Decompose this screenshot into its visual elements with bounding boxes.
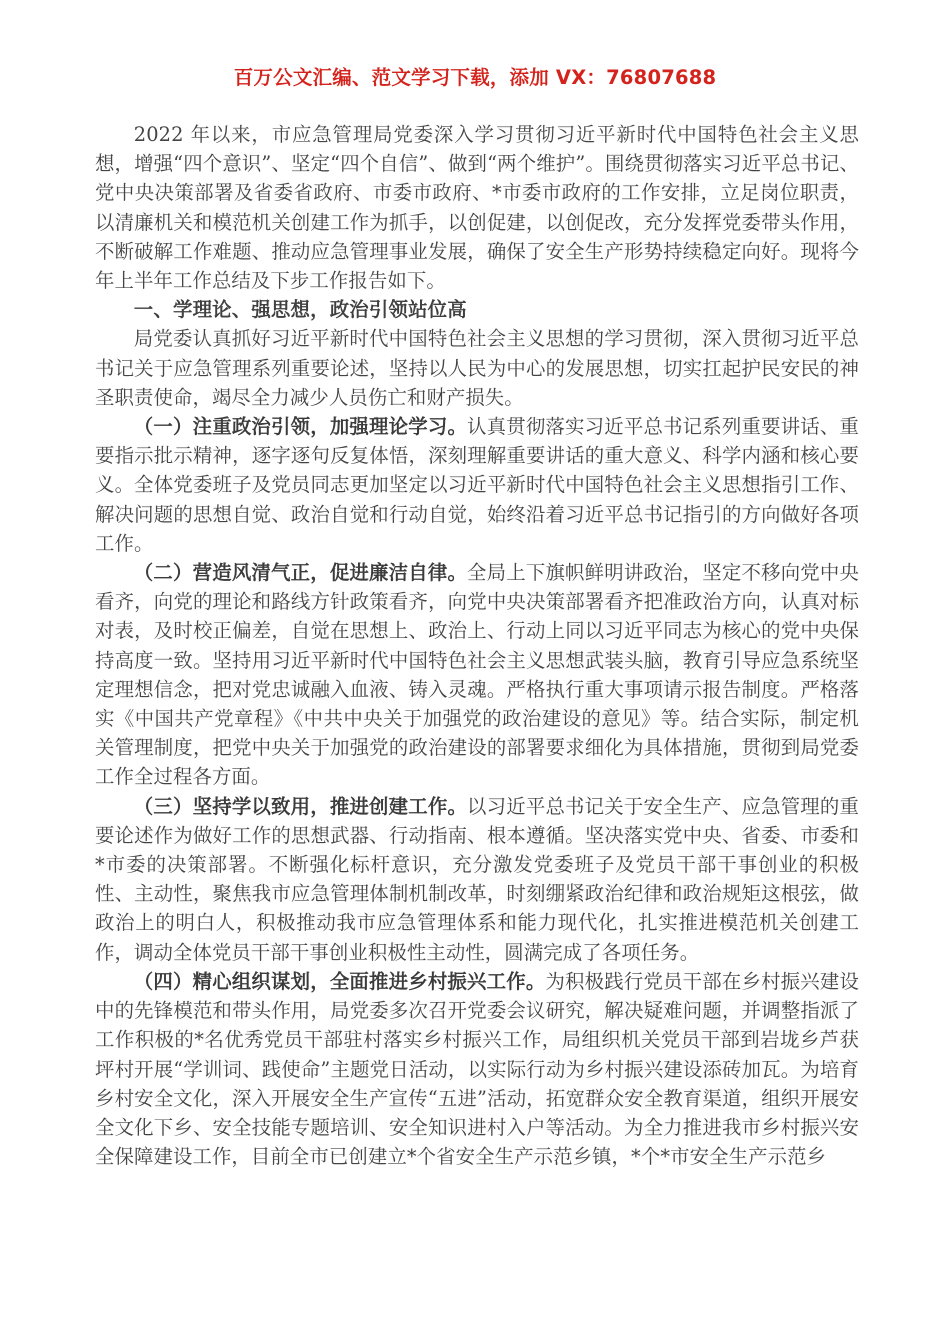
section-heading-1: 一、学理论、强思想，政治引领站位高 [133, 298, 467, 322]
subsection-paragraph-4 [95, 967, 859, 1171]
document-body [95, 120, 859, 1171]
subsection-body-1: 认真贯彻落实习近平总书记系列重要讲话、重要指示批示精神，逐字逐句反复体悟，深刻理解重要讲话的重大意义、科学内涵和核心要义。全体党委班子及党员同志更加坚定以习近平新时代中国特色社会主义思想指引工作、解决问题的思想自觉、政治自觉和行动自觉，始终沿着习近平总书记指引的方向做好各项工作。 [95, 415, 859, 555]
opening-paragraph: 2022 年以来，市应急管理局党委深入学习贯彻习近平新时代中国特色社会主义思想，增强“四个意识”、坚定“四个自信”、做到“两个维护”。围绕贯彻落实习近平总书记、党中央决策部署及省委省政府、市委市政府、*市委市政府的工作安排，立足岗位职责，以清廉机关和模范机关创建工作为抓手，以创促建，以创促改，充分发挥党委带头作用，不断破解工作难题、推动应急管理事业发展，确保了安全生产形势持续稳定向好。现将今年上半年工作总结及下步工作报告如下。 [95, 123, 859, 293]
section-1-intro-paragraph: 局党委认真抓好习近平新时代中国特色社会主义思想的学习贯彻，深入贯彻习近平总书记关于应急管理系列重要论述，坚持以人民为中心的发展思想，切实扛起护民安民的神圣职责使命，竭尽全力减少人员伤亡和财产损失。 [95, 327, 859, 409]
subsection-label-3: （三） [133, 794, 193, 818]
subsection-paragraph-3 [95, 792, 859, 967]
subsection-body-4: 为积极践行党员干部在乡村振兴建设中的先锋模范和带头作用，局党委多次召开党委会议研究，解决疑难问题，并调整指派了工作积极的*名优秀党员干部驻村落实乡村振兴工作，局组织机关党员干部到岩垅乡芦获坪村开展“学训词、践使命”主题党日活动，以实际行动为乡村振兴建设添砖加瓦。为培育乡村安全文化，深入开展安全生产宣传“五进”活动，拓宽群众安全教育渠道，组织开展安全文化下乡、安全技能专题培训、安全知识进村入户等活动。为全力推进我市乡村振兴安全保障建设工作，目前全市已创建立*个省安全生产示范乡镇，*个*市安全生产示范乡 [95, 969, 859, 1169]
subsection-body-2: 全局上下旗帜鲜明讲政治，坚定不移向党中央看齐，向党的理论和路线方针政策看齐，向党中央决策部署看齐把准政治方向，认真对标对表，及时校正偏差，自觉在思想上、政治上、行动上同以习近平同志为核心的党中央保持高度一致。坚持用习近平新时代中国特色社会主义思想武装头脑，教育引导应急系统坚定理想信念，把对党忠诚融入血液、铸入灵魂。严格执行重大事项请示报告制度。严格落实《中国共产党章程》《中共中央关于加强党的政治建设的意见》等。结合实际，制定机关管理制度，把党中央关于加强党的政治建设的部署要求细化为具体措施，贯彻到局党委工作全过程各方面。 [95, 561, 859, 789]
subsection-label-2: （二） [133, 561, 193, 585]
subsection-lead-4: 精心组织谋划，全面推进乡村振兴工作。 [192, 969, 546, 993]
promo-banner: 百万公文汇编、范文学习下载，添加 VX：76807688 [233, 66, 717, 89]
subsection-lead-1: 注重政治引领，加强理论学习。 [192, 415, 468, 439]
subsection-label-4: （四） [133, 969, 193, 993]
subsection-label-1: （一） [133, 415, 193, 439]
subsection-body-3: 以习近平总书记关于安全生产、应急管理的重要论述作为做好工作的思想武器、行动指南、根本遵循。坚决落实党中央、省委、市委和*市委的决策部署。不断强化标杆意识，充分激发党委班子及党员干部干事创业的积极性、主动性，聚焦我市应急管理体制机制改革，时刻绷紧政治纪律和政治规矩这根弦，做政治上的明白人，积极推动我市应急管理体系和能力现代化，扎实推进模范机关创建工作，调动全体党员干部干事创业积极性主动性，圆满完成了各项任务。 [95, 794, 859, 964]
subsection-lead-2: 营造风清气正，促进廉洁自律。 [192, 561, 468, 585]
subsection-paragraph-1 [95, 412, 859, 558]
subsection-paragraph-2 [95, 558, 859, 792]
subsection-lead-3: 坚持学以致用，推进创建工作。 [192, 794, 468, 818]
